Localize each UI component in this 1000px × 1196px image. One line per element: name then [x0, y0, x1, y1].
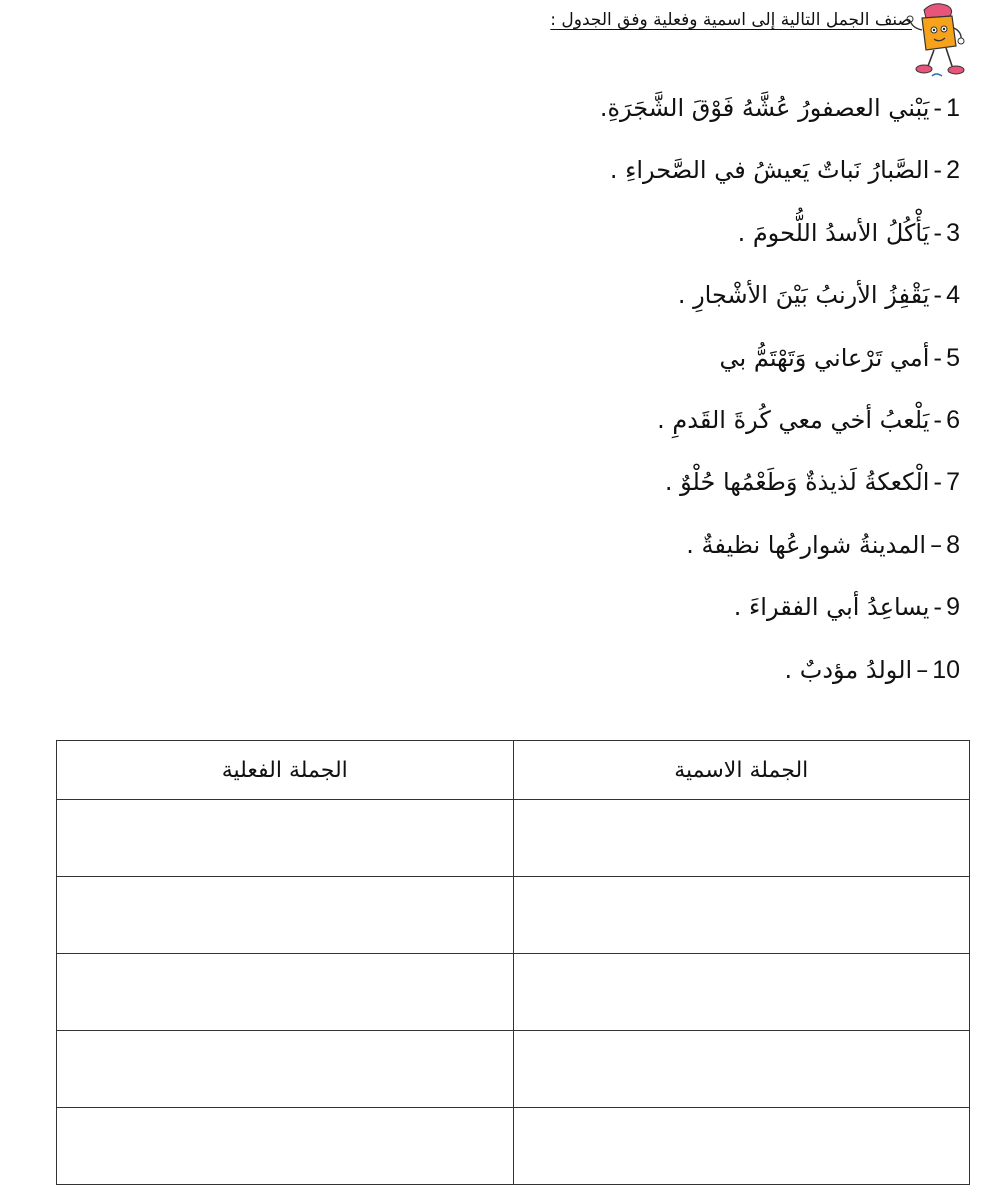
sentence-text: الصَّبارُ نَباتٌ يَعيشُ في الصَّحراءِ . [609, 156, 930, 185]
classification-table [56, 740, 970, 1185]
instruction-heading: صنف الجمل التالية إلى اسمية وفعلية وفق الجدول : [550, 10, 912, 30]
nominal-answer-cell[interactable] [513, 954, 970, 1031]
sentence-text: أمي تَرْعاني وَتَهْتَمُّ بي [719, 343, 930, 372]
verbal-answer-cell[interactable] [57, 954, 514, 1031]
nominal-sentence-header: الجملة الاسمية [513, 741, 970, 800]
list-item: 10–الولدُ مؤدبٌ . [784, 655, 960, 684]
sentence-text: الْكعكةُ لَذيذةٌ وَطَعْمُها حُلْوٌ . [664, 468, 930, 497]
sentence-text: يَلْعبُ أخي معي كُرةَ القَدمِ . [657, 405, 930, 434]
sentence-text: يَأْكُلُ الأسدُ اللُّحومَ . [737, 218, 930, 247]
table-row [57, 954, 970, 1031]
verbal-answer-cell[interactable] [57, 1108, 514, 1185]
verbal-sentence-header: الجملة الفعلية [57, 741, 514, 800]
list-item: 1-يَبْني العصفورُ عُشَّهُ فَوْقَ الشَّجَرَةِ. [599, 94, 960, 122]
list-item: 7-الْكعكةُ لَذيذةٌ وَطَعْمُها حُلْوٌ . [664, 468, 960, 497]
nominal-answer-cell[interactable] [513, 877, 970, 954]
sentence-list [260, 84, 960, 708]
table-row [57, 1108, 970, 1185]
sentence-text: المدينةُ شوارعُها نظيفةٌ . [686, 530, 927, 559]
pencil-character-icon [906, 0, 966, 82]
nominal-answer-cell[interactable] [513, 1031, 970, 1108]
verbal-answer-cell[interactable] [57, 800, 514, 877]
verbal-answer-cell[interactable] [57, 877, 514, 954]
list-item: 4-يَقْفِزُ الأرنبُ بَيْنَ الأشْجارِ . [677, 281, 960, 310]
sentence-text: الولدُ مؤدبٌ . [784, 655, 913, 684]
list-item: 8–المدينةُ شوارعُها نظيفةٌ . [686, 530, 960, 559]
nominal-answer-cell[interactable] [513, 1108, 970, 1185]
list-item: 5-أمي تَرْعاني وَتَهْتَمُّ بي [719, 343, 960, 372]
table-row [57, 877, 970, 954]
list-item: 6-يَلْعبُ أخي معي كُرةَ القَدمِ . [657, 405, 960, 434]
nominal-answer-cell[interactable] [513, 800, 970, 877]
sentence-text: يساعِدُ أبي الفقراءَ . [733, 593, 930, 622]
verbal-answer-cell[interactable] [57, 1031, 514, 1108]
sentence-text: يَقْفِزُ الأرنبُ بَيْنَ الأشْجارِ . [677, 281, 930, 310]
table-row [57, 800, 970, 877]
list-item: 2-الصَّبارُ نَباتٌ يَعيشُ في الصَّحراءِ . [609, 156, 960, 185]
table-row [57, 1031, 970, 1108]
sentence-text: يَبْني العصفورُ عُشَّهُ فَوْقَ الشَّجَرَةِ. [599, 94, 930, 122]
list-item: 3-يَأْكُلُ الأسدُ اللُّحومَ . [737, 218, 960, 247]
table-header-row [57, 741, 970, 800]
list-item: 9-يساعِدُ أبي الفقراءَ . [733, 593, 960, 622]
